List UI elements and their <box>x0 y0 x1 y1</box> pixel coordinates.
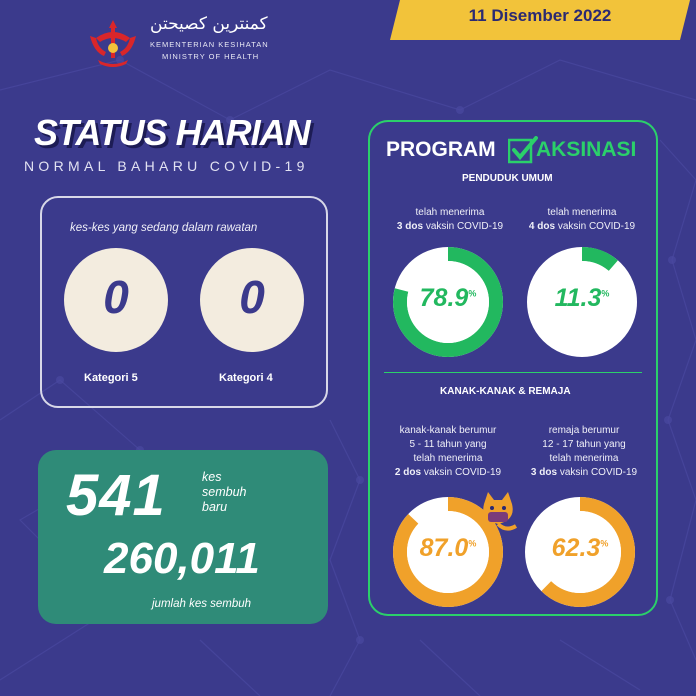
vax-item-0-caption <box>384 206 516 234</box>
vax-item-2-unit: % <box>468 538 477 549</box>
kategori5-value: 0 <box>103 271 129 323</box>
program-title: PROGRAM <box>386 138 496 161</box>
active-cases-caption: kes-kes yang sedang dalam rawatan <box>70 222 258 234</box>
new-recoveries-label-3: baru <box>202 500 228 514</box>
kategori4-label: Kategori 4 <box>219 372 273 384</box>
ministry-jawi: کمنترين کصيحتن <box>150 14 268 34</box>
vax-item-3-line1: telah menerima <box>549 453 619 464</box>
vax-item-2-dose: 2 dos <box>394 467 422 478</box>
date-tag <box>390 0 690 40</box>
vax-item-3-rest: vaksin COVID-19 <box>557 467 638 478</box>
vax-item-2-pre2: 5 - 11 tahun yang <box>409 439 487 450</box>
program-title-vaksinasi: AKSINASI <box>536 138 637 161</box>
total-recoveries-label: jumlah kes sembuh <box>152 598 252 610</box>
ministry-name-ms: KEMENTERIAN KESIHATAN <box>150 40 269 49</box>
section-kanak-kanak: KANAK-KANAK & REMAJA <box>440 386 571 397</box>
vax-item-3-line2 <box>516 466 652 480</box>
vax-item-3-pre1: remaja berumur <box>548 425 620 436</box>
vax-item-2-line1: telah menerima <box>413 453 483 464</box>
cat-mascot-icon <box>476 490 520 534</box>
total-recoveries-value: 260,011 <box>104 534 260 583</box>
vax-item-1-unit: % <box>601 288 610 299</box>
vax-item-2-value: 87.0 <box>419 534 469 562</box>
vax-item-3-dose: 3 dos <box>530 467 558 478</box>
vax-item-1-line2 <box>516 220 648 234</box>
vax-item-1-rest: vaksin COVID-19 <box>555 221 636 232</box>
vax-item-1-line1: telah menerima <box>547 207 617 218</box>
section-divider <box>384 372 642 373</box>
vax-item-1-dose: 4 dos <box>528 221 556 232</box>
vax-item-3-value: 62.3 <box>551 534 601 562</box>
vax-item-3-unit: % <box>600 538 609 549</box>
ministry-name-en: MINISTRY OF HEALTH <box>162 52 260 61</box>
vax-item-2-rest: vaksin COVID-19 <box>421 467 502 478</box>
vax-item-3-pre2: 12 - 17 tahun yang <box>542 439 626 450</box>
vax-item-0-line2 <box>384 220 516 234</box>
page-subtitle: NORMAL BAHARU COVID-19 <box>24 158 309 174</box>
kategori5-circle <box>64 248 168 352</box>
new-recoveries-label-2: sembuh <box>202 485 247 499</box>
vax-item-0-donut-wrap <box>390 244 506 365</box>
kategori4-value: 0 <box>239 271 265 323</box>
new-recoveries-label <box>202 470 246 515</box>
vax-item-2-percent <box>390 534 506 563</box>
kategori5-label: Kategori 5 <box>84 372 138 384</box>
new-recoveries-label-1: kes <box>202 470 222 484</box>
vax-item-2-line2 <box>380 466 516 480</box>
vax-item-3-percent <box>522 534 638 563</box>
vax-item-2-caption <box>380 424 516 480</box>
page-title: STATUS HARIAN <box>34 112 310 153</box>
vax-item-1-percent <box>524 284 640 313</box>
date-text: 11 Disember 2022 <box>468 6 612 25</box>
vax-item-1-caption <box>516 206 648 234</box>
crest-logo <box>86 16 140 70</box>
kategori4-circle <box>200 248 304 352</box>
vax-item-0-value: 78.9 <box>419 284 469 312</box>
section-penduduk-umum: PENDUDUK UMUM <box>462 173 553 184</box>
vax-item-0-rest: vaksin COVID-19 <box>423 221 504 232</box>
vax-item-1-value: 11.3 <box>554 284 602 312</box>
vax-item-0-unit: % <box>468 288 477 299</box>
checkmark-icon <box>508 136 538 164</box>
vax-item-3-caption <box>516 424 652 480</box>
vax-item-1-donut-wrap <box>524 244 640 365</box>
vax-item-0-percent <box>390 284 506 313</box>
vax-item-0-line1: telah menerima <box>415 207 485 218</box>
new-recoveries-value: 541 <box>66 463 166 528</box>
vax-item-3-donut-wrap <box>522 494 638 615</box>
vax-item-2-pre1: kanak-kanak berumur <box>399 425 497 436</box>
vax-item-0-dose: 3 dos <box>396 221 424 232</box>
